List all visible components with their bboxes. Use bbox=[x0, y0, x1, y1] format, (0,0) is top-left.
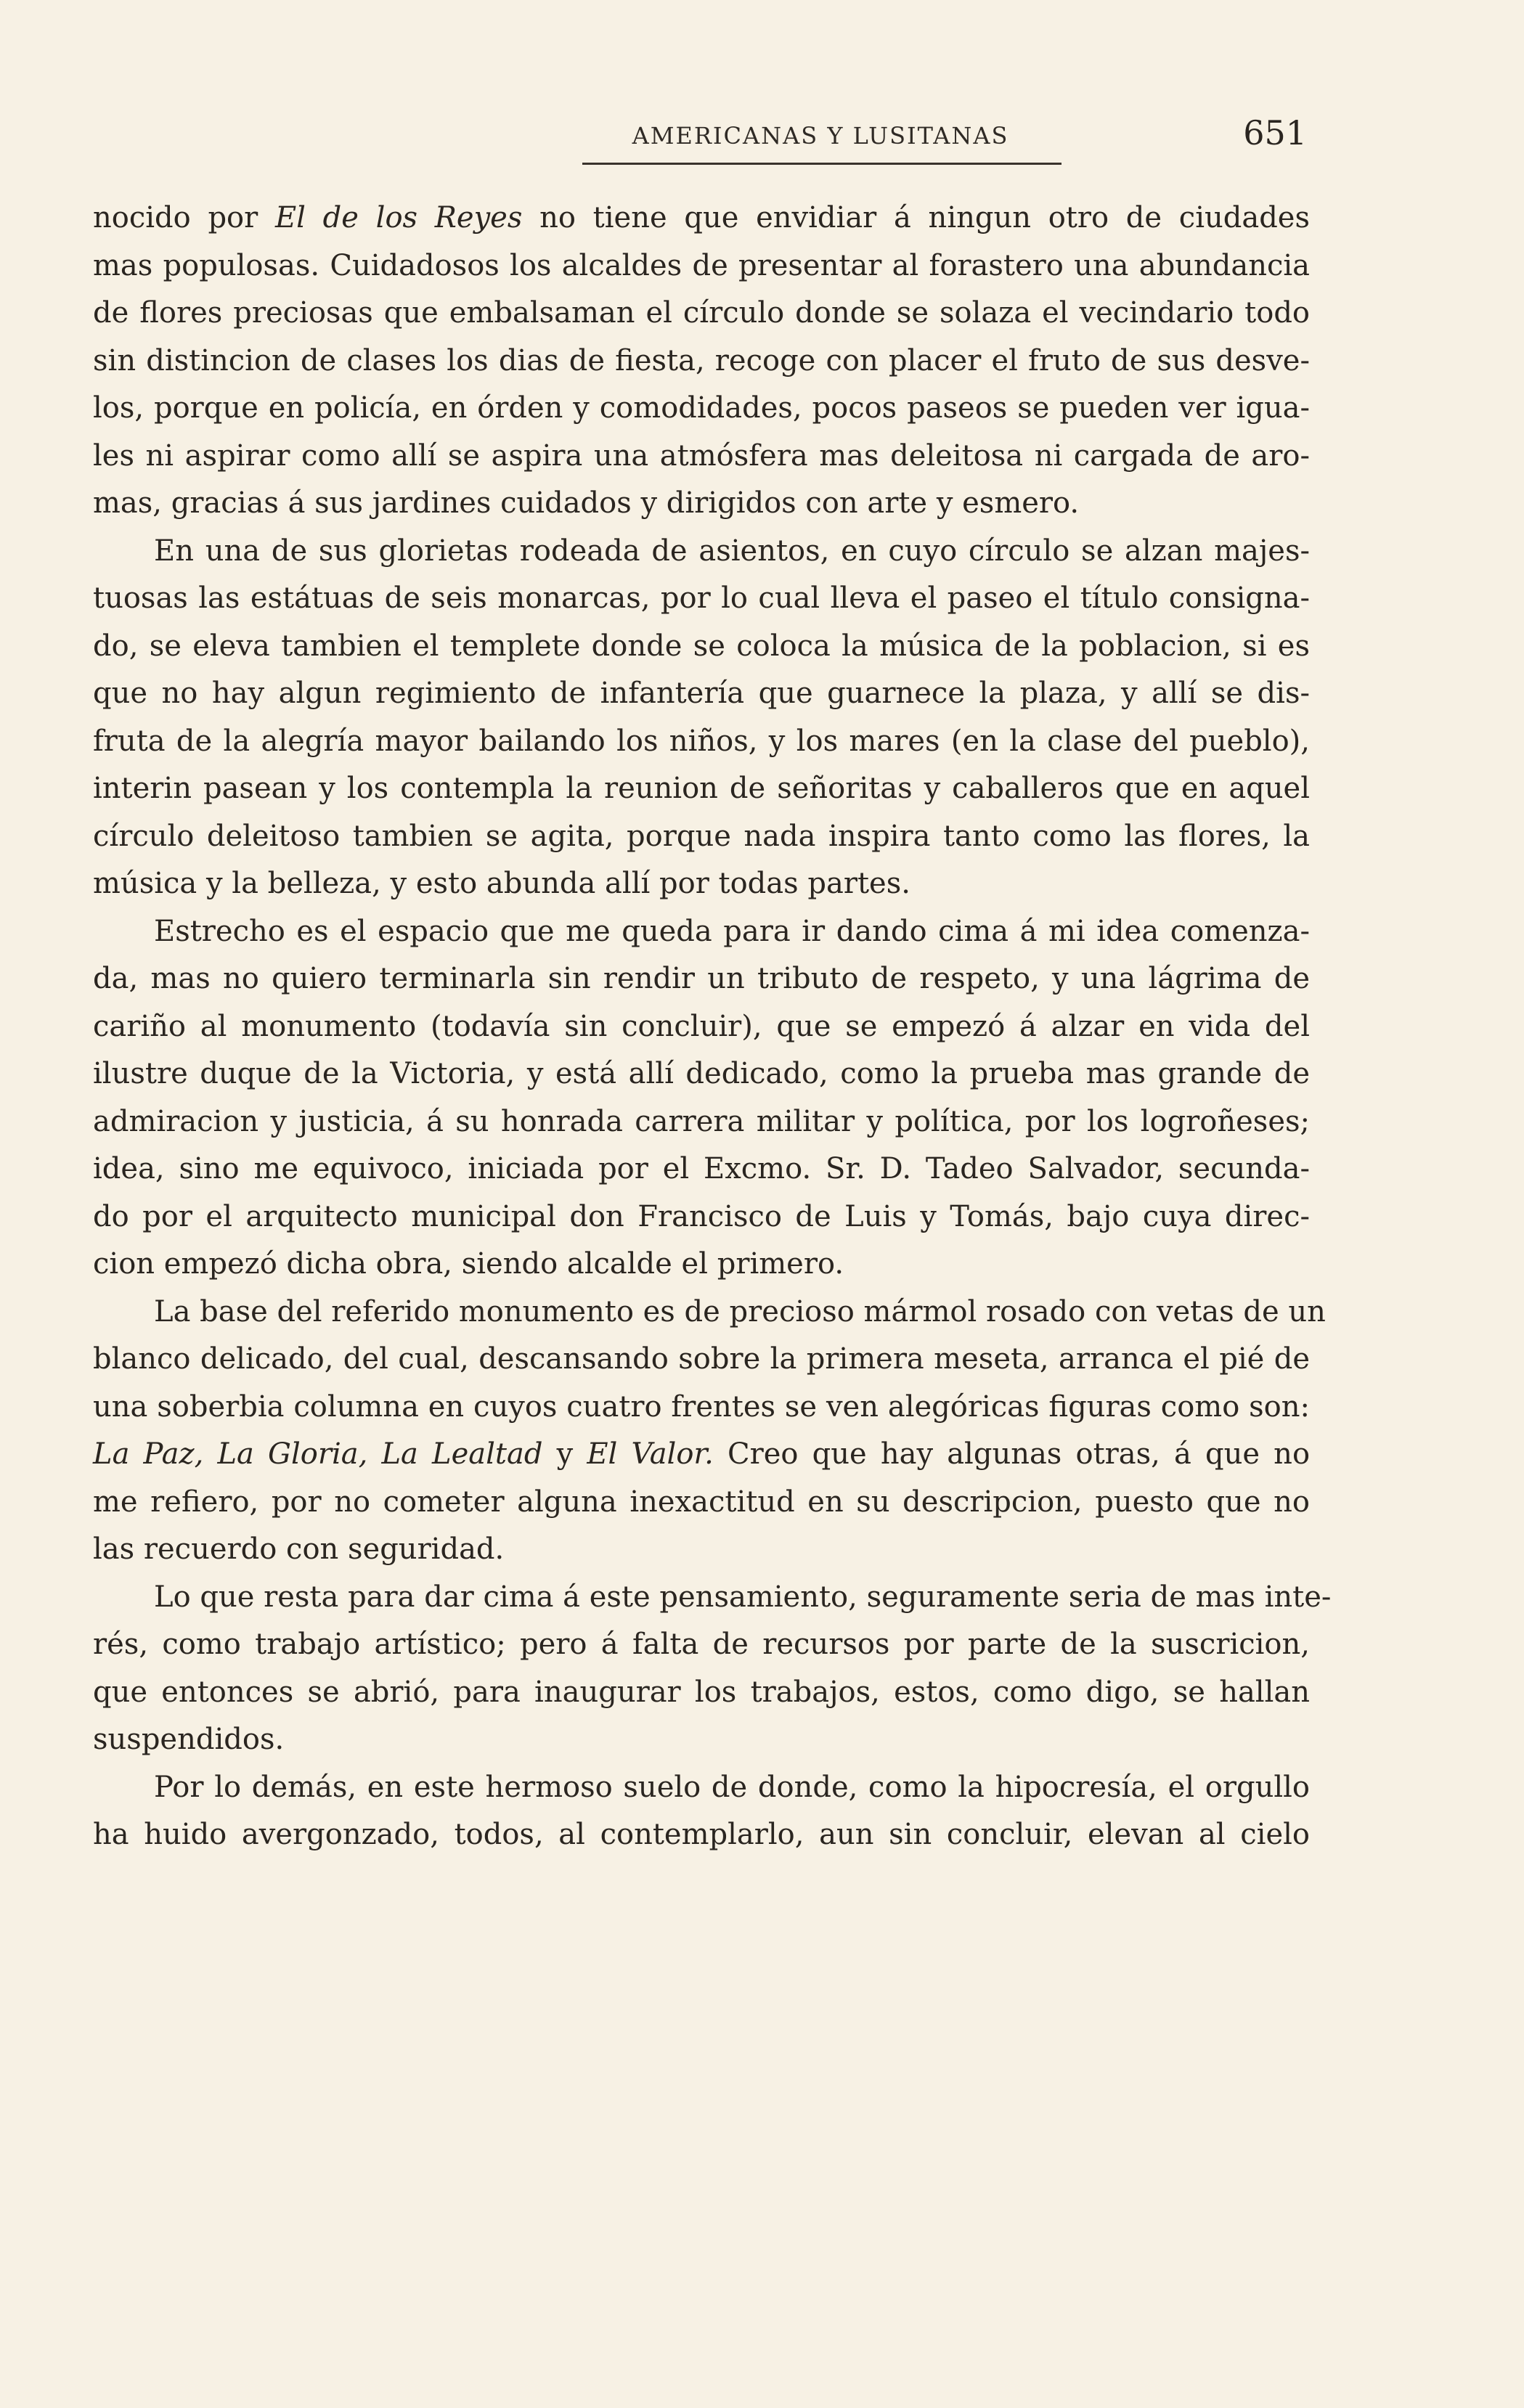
text-line: una soberbia columna en cuyos cuatro frentes se ven alegóricas figuras como son: bbox=[93, 1389, 1310, 1424]
paragraph bbox=[93, 528, 1310, 908]
running-head: AMERICANAS Y LUSITANAS bbox=[632, 122, 1009, 150]
text-line: sin distincion de clases los dias de fiesta, recoge con placer el fruto de sus desve- bbox=[93, 343, 1310, 377]
text-line: cariño al monumento (todavía sin concluir), que se empezó á alzar en vida del bbox=[93, 1009, 1310, 1043]
text-line: da, mas no quiero terminarla sin rendir un tributo de respeto, y una lágrima de bbox=[93, 962, 1310, 995]
text-line: interin pasean y los contempla la reunion de señoritas y caballeros que en aquel bbox=[93, 772, 1310, 805]
paragraph bbox=[93, 1574, 1332, 1764]
text-line: do, se eleva tambien el templete donde se coloca la música de la poblacion, si es bbox=[93, 629, 1310, 663]
paragraph bbox=[93, 1764, 1310, 1859]
text-line: cion empezó dicha obra, siendo alcalde el primero. bbox=[93, 1247, 844, 1281]
text-line: mas populosas. Cuidadosos los alcaldes de presentar al forastero una abundancia bbox=[93, 248, 1310, 282]
text-run: nocido por bbox=[93, 201, 275, 234]
text-line: suspendidos. bbox=[93, 1723, 285, 1756]
italic-text: El de los Reyes bbox=[274, 201, 523, 234]
text-line: las recuerdo con seguridad. bbox=[93, 1532, 505, 1566]
text-run: Creo que hay algunas otras, á que no bbox=[713, 1437, 1311, 1471]
body-text bbox=[93, 195, 1332, 1859]
paragraph bbox=[93, 908, 1310, 1289]
text-line bbox=[93, 195, 1310, 242]
text-line: los, porque en policía, en órden y comodidades, pocos paseos se pueden ver igua- bbox=[93, 391, 1310, 425]
text-line: me refiero, por no cometer alguna inexactitud en su descripcion, puesto que no bbox=[93, 1485, 1310, 1519]
text-line: les ni aspirar como allí se aspira una atmósfera mas deleitosa ni cargada de aro- bbox=[93, 438, 1310, 473]
paragraph bbox=[93, 195, 1310, 528]
text-line: idea, sino me equivoco, iniciada por el Excmo. Sr. D. Tadeo Salvador, secunda- bbox=[93, 1152, 1310, 1185]
text-line: Lo que resta para dar cima á este pensamiento, seguramente seria de mas inte- bbox=[154, 1580, 1332, 1614]
text-line: do por el arquitecto municipal don Francisco de Luis y Tomás, bajo cuya direc- bbox=[93, 1199, 1310, 1233]
text-line: Estrecho es el espacio que me queda para ir dando cima á mi idea comenza- bbox=[154, 914, 1310, 948]
page-header bbox=[94, 109, 1307, 167]
text-line bbox=[93, 1431, 1310, 1479]
text-line: ha huido avergonzado, todos, al contemplarlo, aun sin concluir, elevan al cielo bbox=[93, 1818, 1310, 1851]
text-line: que no hay algun regimiento de infantería que guarnece la plaza, y allí se dis- bbox=[93, 677, 1310, 710]
italic-text: La Paz, La Gloria, La Lealtad bbox=[93, 1437, 543, 1471]
paragraph bbox=[93, 1289, 1326, 1574]
text-line: que entonces se abrió, para inaugurar los trabajos, estos, como digo, se hallan bbox=[93, 1675, 1310, 1709]
text-line: blanco delicado, del cual, descansando sobre la primera meseta, arranca el pié de bbox=[93, 1342, 1310, 1376]
text-run: y bbox=[542, 1437, 587, 1471]
text-line: círculo deleitoso tambien se agita, porque nada inspira tanto como las flores, la bbox=[93, 819, 1310, 853]
page-number: 651 bbox=[1243, 113, 1307, 152]
text-line: rés, como trabajo artístico; pero á falta de recursos por parte de la suscricion, bbox=[93, 1628, 1310, 1661]
italic-text: El Valor. bbox=[587, 1437, 714, 1471]
text-line: tuosas las estátuas de seis monarcas, por lo cual lleva el paseo el título consigna- bbox=[93, 581, 1310, 615]
text-line: fruta de la alegría mayor bailando los niños, y los mares (en la clase del pueblo), bbox=[93, 724, 1310, 758]
text-line: La base del referido monumento es de precioso mármol rosado con vetas de un bbox=[154, 1294, 1326, 1329]
text-line: En una de sus glorietas rodeada de asientos, en cuyo círculo se alzan majes- bbox=[154, 534, 1310, 568]
text-line: música y la belleza, y esto abunda allí por todas partes. bbox=[93, 867, 910, 900]
text-line: ilustre duque de la Victoria, y está allí dedicado, como la prueba mas grande de bbox=[93, 1057, 1310, 1090]
text-line: Por lo demás, en este hermoso suelo de donde, como la hipocresía, el orgullo bbox=[154, 1770, 1310, 1804]
header-rule bbox=[582, 163, 1061, 165]
text-line: mas, gracias á sus jardines cuidados y dirigidos con arte y esmero. bbox=[93, 486, 1080, 520]
text-line: de flores preciosas que embalsaman el círculo donde se solaza el vecindario todo bbox=[93, 296, 1310, 330]
text-line: admiracion y justicia, á su honrada carrera militar y política, por los logroñeses; bbox=[93, 1104, 1310, 1138]
text-run: no tiene que envidiar á ningun otro de ciudades bbox=[522, 201, 1310, 234]
